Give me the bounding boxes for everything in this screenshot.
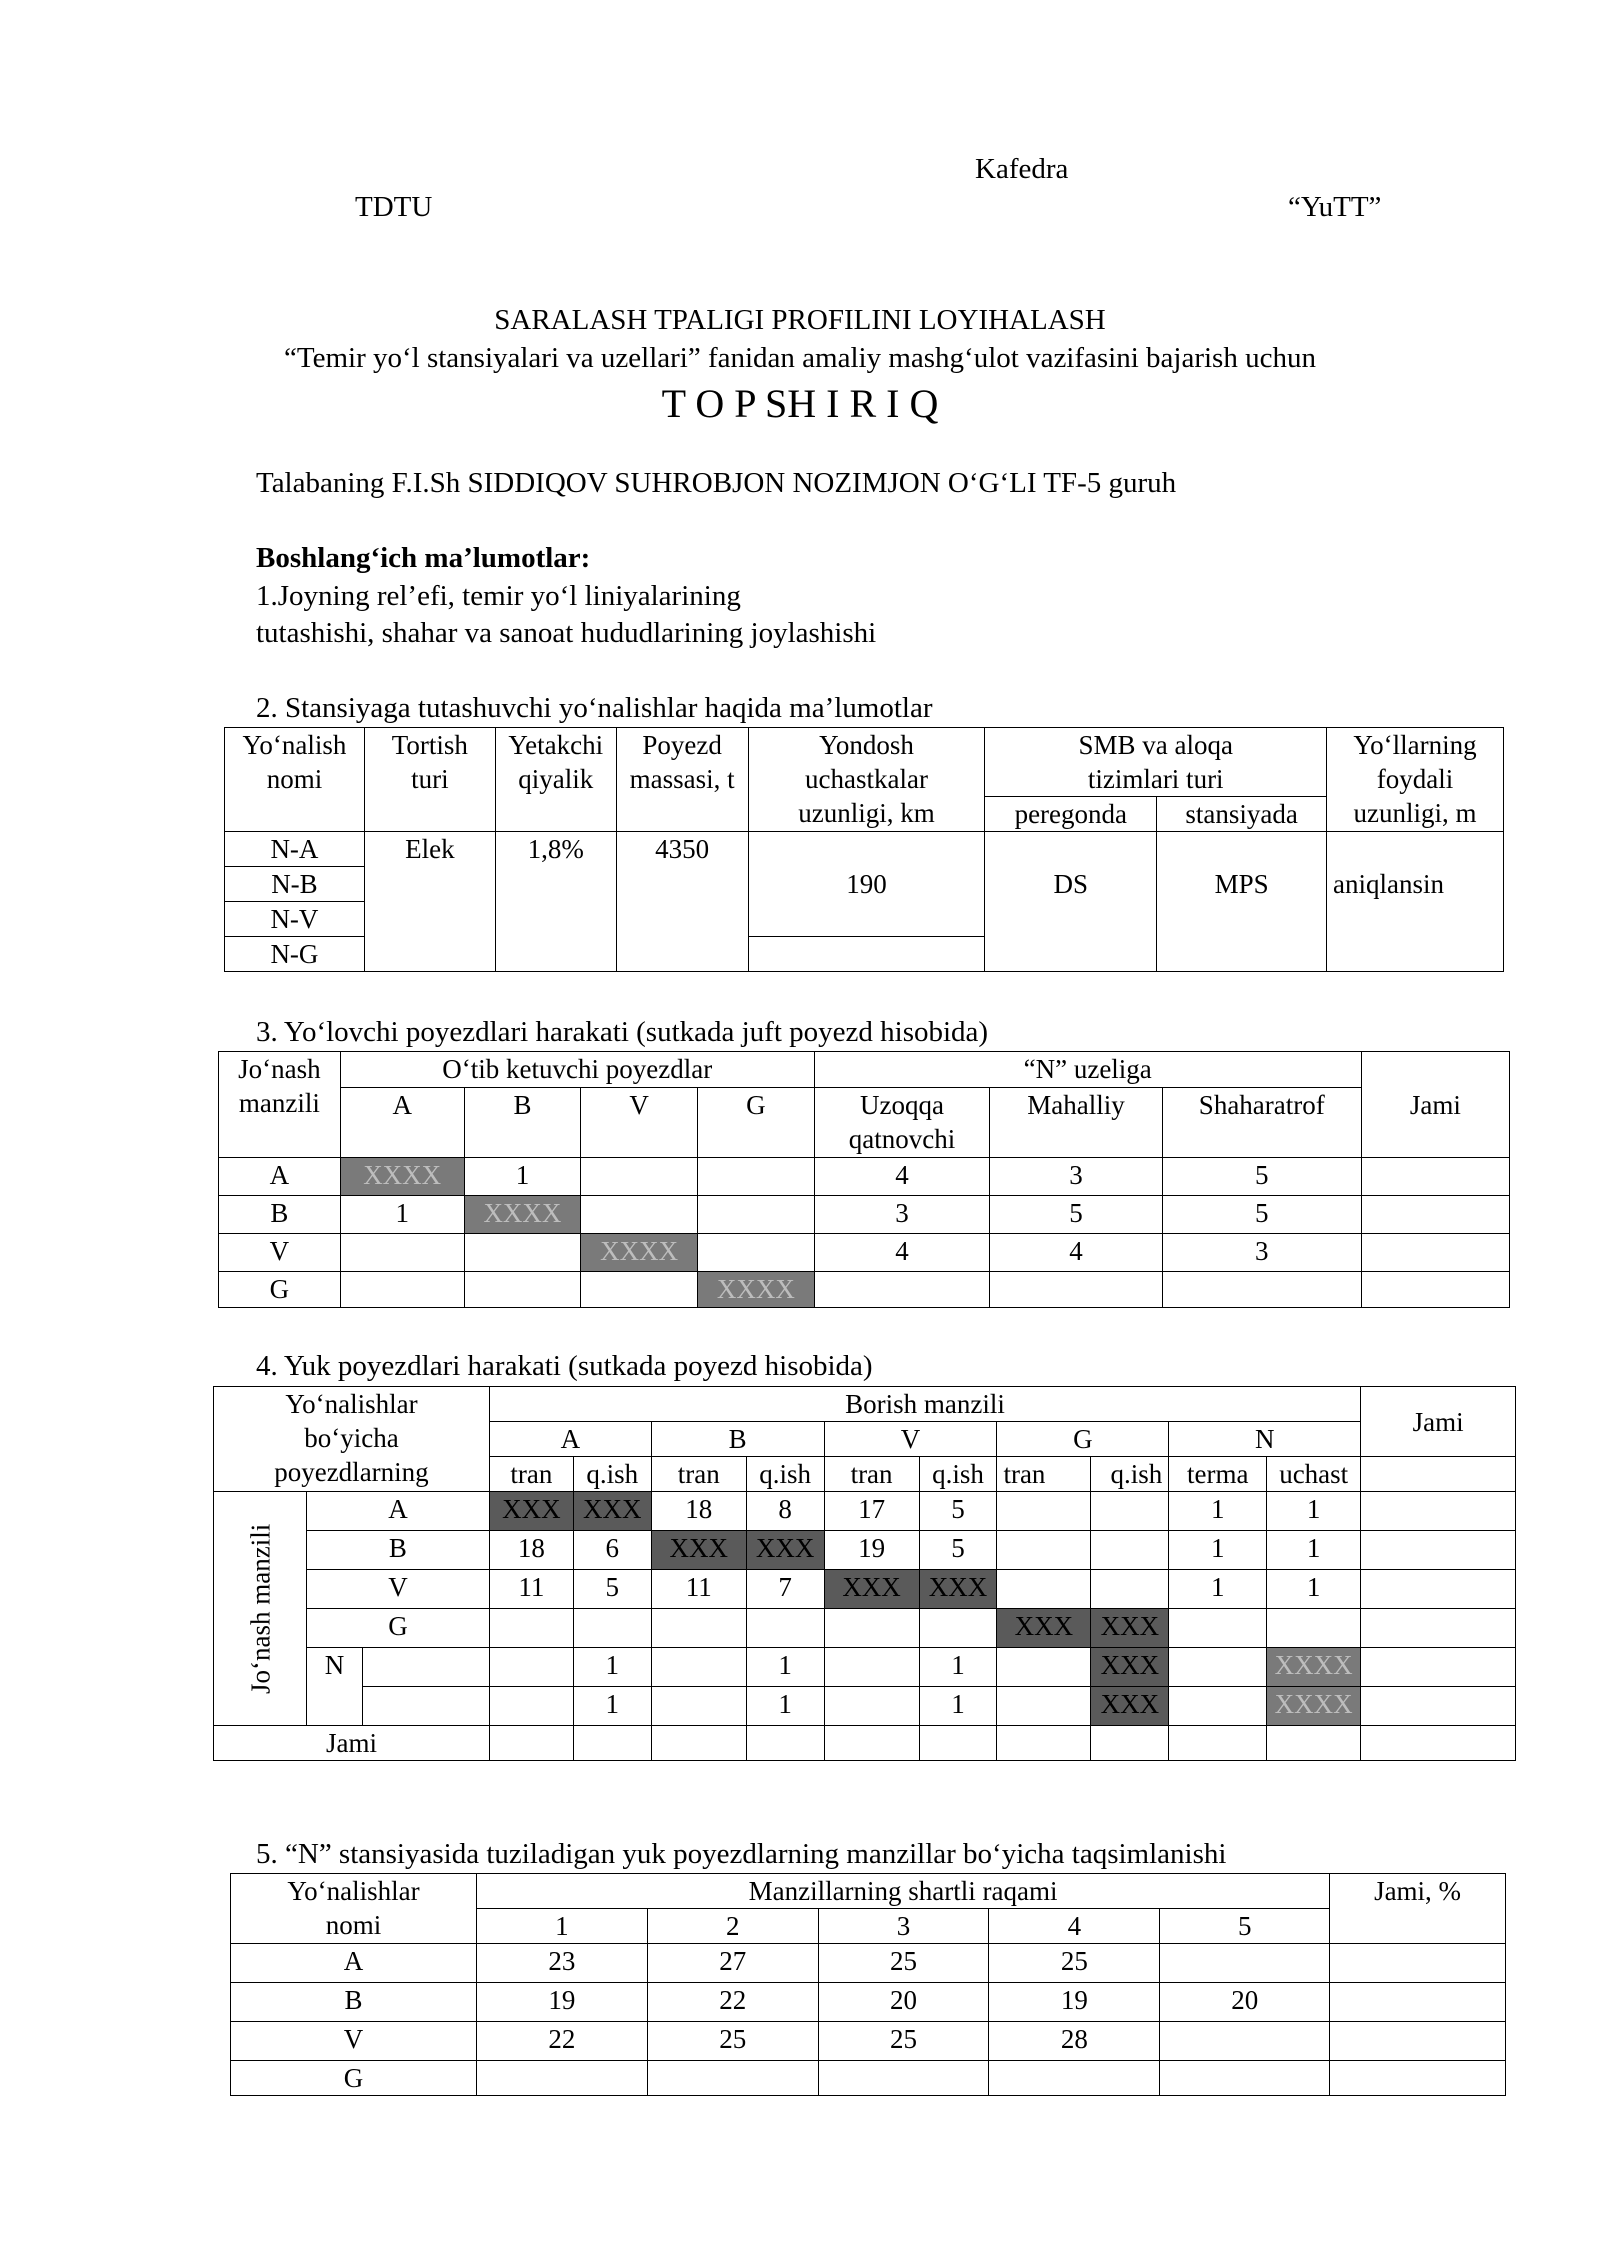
row-name: V <box>231 2022 477 2061</box>
row-name: B <box>306 1531 489 1570</box>
cell: 28 <box>989 2022 1160 2061</box>
total-cell <box>1361 1234 1509 1272</box>
total-cell <box>824 1726 919 1761</box>
cell: 4 <box>814 1234 990 1272</box>
mass-value: 4350 <box>616 832 748 972</box>
cell: 20 <box>1160 1983 1330 2022</box>
sub-terma: terma <box>1169 1457 1267 1492</box>
row-name: A <box>231 1944 477 1983</box>
header-total: Jami <box>1361 1052 1509 1158</box>
cell <box>1091 1531 1169 1570</box>
cell <box>746 1609 824 1648</box>
cell <box>573 1609 651 1648</box>
excluded-cell: XXX <box>1091 1648 1169 1687</box>
cell <box>489 1687 573 1726</box>
cell <box>919 1609 997 1648</box>
cell: 1 <box>464 1158 581 1196</box>
total-cell <box>1267 1726 1361 1761</box>
row-name: A <box>219 1158 341 1196</box>
header-departure: Jo‘nash manzili <box>219 1052 341 1158</box>
total-cell <box>919 1726 997 1761</box>
header-directions: Yo‘nalishlar bo‘yicha poyezdlarning <box>214 1387 490 1492</box>
total-cell <box>1330 1944 1506 1983</box>
excluded-cell: XXXX <box>581 1234 698 1272</box>
total-cell <box>1330 2061 1506 2096</box>
cell: 20 <box>818 1983 989 2022</box>
station-value: MPS <box>1157 832 1327 972</box>
cell: 17 <box>824 1492 919 1531</box>
cell <box>651 1687 746 1726</box>
cell <box>1267 1609 1361 1648</box>
cell <box>464 1272 581 1308</box>
side-departure-label: Jo‘nash manzili <box>214 1492 307 1726</box>
col-suburban: Shaharatrof <box>1162 1088 1361 1158</box>
cell <box>997 1648 1091 1687</box>
total-cell <box>1361 1531 1516 1570</box>
cell: 6 <box>573 1531 651 1570</box>
row-name: B <box>231 1983 477 2022</box>
empty-cell <box>748 937 985 972</box>
kafedra-label: Kafedra <box>975 153 1069 185</box>
cell <box>1169 1687 1267 1726</box>
row-name: G <box>306 1609 489 1648</box>
cell <box>651 1609 746 1648</box>
cell <box>1160 2061 1330 2096</box>
adjacent-length-value: 190 <box>748 832 985 937</box>
row-name: N-A <box>225 832 365 867</box>
group-a: A <box>489 1422 651 1457</box>
row-name: N-B <box>225 867 365 902</box>
peregon-value: DS <box>985 832 1157 972</box>
cell <box>990 1272 1163 1308</box>
cell <box>489 1609 573 1648</box>
table5-caption: 5. “N” stansiyasida tuziladigan yuk poyezdlarning manzillar bo‘yicha taqsimlanishi <box>256 1838 1227 1870</box>
sub-uchast: uchast <box>1267 1457 1361 1492</box>
cell <box>340 1272 464 1308</box>
cell <box>818 2061 989 2096</box>
cell: 25 <box>647 2022 818 2061</box>
col-3: 3 <box>818 1909 989 1944</box>
row-subname <box>362 1687 489 1726</box>
total-cell <box>746 1726 824 1761</box>
group-v: V <box>824 1422 997 1457</box>
initial-data-heading: Boshlang‘ich ma’lumotlar: <box>256 542 591 574</box>
useful-length-value: aniqlansin <box>1327 832 1504 972</box>
cell <box>647 2061 818 2096</box>
excluded-cell: XXXX <box>340 1158 464 1196</box>
table4-caption: 4. Yuk poyezdlari harakati (sutkada poyezd hisobida) <box>256 1350 873 1382</box>
sub-tran: tran <box>824 1457 919 1492</box>
header-ruling-grade: Yetakchi qiyalik <box>495 728 616 832</box>
total-cell <box>1361 1272 1509 1308</box>
group-g: G <box>997 1422 1169 1457</box>
cell: 1 <box>919 1687 997 1726</box>
cell: 25 <box>818 2022 989 2061</box>
header-adjacent-length: Yondosh uchastkalar uzunligi, km <box>748 728 985 832</box>
cell: 1 <box>573 1687 651 1726</box>
total-cell <box>1361 1158 1509 1196</box>
excluded-cell: XXX <box>919 1570 997 1609</box>
col-a: A <box>340 1088 464 1158</box>
excluded-cell: XXXX <box>698 1272 815 1308</box>
cell: 1 <box>1267 1492 1361 1531</box>
row-name: G <box>231 2061 477 2096</box>
cell <box>997 1570 1091 1609</box>
col-2: 2 <box>647 1909 818 1944</box>
cell: 3 <box>990 1158 1163 1196</box>
document-subtitle: “Temir yo‘l stansiyalari va uzellari” fanidan amaliy mashg‘ulot vazifasini bajarish uchun <box>284 342 1316 374</box>
cell: 5 <box>919 1531 997 1570</box>
header-traction: Tortish turi <box>364 728 495 832</box>
cell: 4 <box>990 1234 1163 1272</box>
cell: 19 <box>989 1983 1160 2022</box>
cell: 18 <box>651 1492 746 1531</box>
cell <box>489 1648 573 1687</box>
col-g: G <box>698 1088 815 1158</box>
total-cell <box>1361 1609 1516 1648</box>
cell: 11 <box>651 1570 746 1609</box>
cell <box>989 2061 1160 2096</box>
cell <box>824 1648 919 1687</box>
sub-tran: tran <box>997 1457 1091 1492</box>
excluded-cell: XXXX <box>1267 1648 1361 1687</box>
cell <box>824 1687 919 1726</box>
cell: 23 <box>476 1944 647 1983</box>
header-direction-name: Yo‘nalishlar nomi <box>231 1874 477 1944</box>
total-cell <box>1330 1983 1506 2022</box>
cell: 1 <box>1169 1531 1267 1570</box>
header-station: stansiyada <box>1157 797 1327 832</box>
cell <box>1091 1492 1169 1531</box>
group-n: N <box>1169 1422 1361 1457</box>
total-cell <box>1361 1687 1516 1726</box>
sub-qish: q.ish <box>1091 1457 1169 1492</box>
header-signalling: SMB va aloqa tizimlari turi <box>985 728 1327 797</box>
excluded-cell: XXXX <box>464 1196 581 1234</box>
cell: 3 <box>814 1196 990 1234</box>
excluded-cell: XXX <box>997 1609 1091 1648</box>
total-cell <box>1091 1726 1169 1761</box>
cell: 5 <box>573 1570 651 1609</box>
cell: 1 <box>746 1687 824 1726</box>
passenger-trains-table <box>218 1051 1510 1308</box>
total-cell <box>1361 1726 1516 1761</box>
excluded-cell: XXX <box>824 1570 919 1609</box>
header-direction-name: Yo‘nalish nomi <box>225 728 365 832</box>
directions-table <box>224 727 1504 972</box>
sub-qish: q.ish <box>919 1457 997 1492</box>
assignment-title: T O P SH I R I Q <box>661 381 939 426</box>
table3-caption: 3. Yo‘lovchi poyezdlari harakati (sutkada juft poyezd hisobida) <box>256 1016 989 1048</box>
cell: 25 <box>818 1944 989 1983</box>
total-cell <box>1330 2022 1506 2061</box>
cell <box>1169 1609 1267 1648</box>
total-cell <box>651 1726 746 1761</box>
total-cell <box>1361 1196 1509 1234</box>
row-name: G <box>219 1272 341 1308</box>
cell: 8 <box>746 1492 824 1531</box>
row-name: N-G <box>225 937 365 972</box>
cell: 5 <box>990 1196 1163 1234</box>
header-transit: O‘tib ketuvchi poyezdlar <box>340 1052 814 1088</box>
sub-qish: q.ish <box>746 1457 824 1492</box>
cell <box>997 1531 1091 1570</box>
cell <box>476 2061 647 2096</box>
excluded-cell: XXX <box>746 1531 824 1570</box>
initial-item-1b: tutashishi, shahar va sanoat hududlarining joylashishi <box>256 617 877 649</box>
cell: 19 <box>476 1983 647 2022</box>
cell <box>340 1234 464 1272</box>
department-label: “YuTT” <box>1288 191 1382 223</box>
cell <box>581 1196 698 1234</box>
excluded-cell: XXXX <box>1267 1687 1361 1726</box>
header-destination: Borish manzili <box>489 1387 1360 1422</box>
excluded-cell: XXX <box>1091 1687 1169 1726</box>
cell: 18 <box>489 1531 573 1570</box>
col-5: 5 <box>1160 1909 1330 1944</box>
grade-value: 1,8% <box>495 832 616 972</box>
row-name: B <box>219 1196 341 1234</box>
cell: 5 <box>1162 1158 1361 1196</box>
cell: 1 <box>919 1648 997 1687</box>
sub-tran: tran <box>489 1457 573 1492</box>
col-local: Mahalliy <box>990 1088 1163 1158</box>
excluded-cell: XXX <box>573 1492 651 1531</box>
col-1: 1 <box>476 1909 647 1944</box>
col-v: V <box>581 1088 698 1158</box>
cell: 4 <box>814 1158 990 1196</box>
cell: 25 <box>989 1944 1160 1983</box>
excluded-cell: XXX <box>651 1531 746 1570</box>
cell <box>581 1158 698 1196</box>
sub-tran: tran <box>651 1457 746 1492</box>
cell <box>1160 2022 1330 2061</box>
cell: 1 <box>340 1196 464 1234</box>
header-peregon: peregonda <box>985 797 1157 832</box>
cell <box>698 1196 815 1234</box>
document-title: SARALASH TPALIGI PROFILINI LOYIHALASH <box>494 304 1106 336</box>
cell <box>698 1234 815 1272</box>
group-b: B <box>651 1422 824 1457</box>
header-useful-length: Yo‘llarning foydali uzunligi, m <box>1327 728 1504 832</box>
col-4: 4 <box>989 1909 1160 1944</box>
total-cell <box>489 1726 573 1761</box>
initial-item-1a: 1.Joyning rel’efi, temir yo‘l liniyalarining <box>256 580 741 612</box>
cell: 1 <box>746 1648 824 1687</box>
sub-qish: q.ish <box>573 1457 651 1492</box>
total-cell <box>1361 1492 1516 1531</box>
excluded-cell: XXX <box>489 1492 573 1531</box>
total-row-label: Jami <box>214 1726 490 1761</box>
cell: 22 <box>647 1983 818 2022</box>
total-cell <box>997 1726 1091 1761</box>
header-train-mass: Poyezd massasi, t <box>616 728 748 832</box>
cell: 11 <box>489 1570 573 1609</box>
table2-caption: 2. Stansiyaga tutashuvchi yo‘nalishlar haqida ma’lumotlar <box>256 692 933 724</box>
student-info: Talabaning F.I.Sh SIDDIQOV SUHROBJON NOZIMJON O‘G‘LI TF-5 guruh <box>256 467 1177 499</box>
cell: 5 <box>919 1492 997 1531</box>
header-total-percent: Jami, % <box>1330 1874 1506 1944</box>
cell: 1 <box>1267 1570 1361 1609</box>
cell <box>1091 1570 1169 1609</box>
cell: 1 <box>1267 1531 1361 1570</box>
row-name-n: N <box>306 1648 362 1726</box>
header-to-n: “N” uzeliga <box>814 1052 1361 1088</box>
total-cell <box>1361 1457 1516 1492</box>
cell: 19 <box>824 1531 919 1570</box>
cell: 1 <box>1169 1570 1267 1609</box>
total-cell <box>1361 1648 1516 1687</box>
row-name: N-V <box>225 902 365 937</box>
total-cell <box>573 1726 651 1761</box>
cell <box>997 1492 1091 1531</box>
cell <box>698 1158 815 1196</box>
row-name: A <box>306 1492 489 1531</box>
cell: 1 <box>1169 1492 1267 1531</box>
col-b: B <box>464 1088 581 1158</box>
cell <box>464 1234 581 1272</box>
university-label: TDTU <box>355 191 433 223</box>
cell <box>581 1272 698 1308</box>
cell: 3 <box>1162 1234 1361 1272</box>
total-cell <box>1169 1726 1267 1761</box>
cell: 22 <box>476 2022 647 2061</box>
col-long-distance: Uzoqqa qatnovchi <box>814 1088 990 1158</box>
cell: 1 <box>573 1648 651 1687</box>
header-destinations: Manzillarning shartli raqami <box>476 1874 1329 1909</box>
cell <box>1169 1648 1267 1687</box>
cell <box>824 1609 919 1648</box>
cell: 5 <box>1162 1196 1361 1234</box>
freight-trains-table <box>213 1386 1516 1761</box>
cell <box>651 1648 746 1687</box>
row-name: V <box>219 1234 341 1272</box>
cell <box>814 1272 990 1308</box>
cell: 27 <box>647 1944 818 1983</box>
cell <box>1160 1944 1330 1983</box>
cell <box>997 1687 1091 1726</box>
cell: 7 <box>746 1570 824 1609</box>
distribution-table <box>230 1873 1506 2096</box>
row-subname <box>362 1648 489 1687</box>
cell <box>1162 1272 1361 1308</box>
row-name: V <box>306 1570 489 1609</box>
traction-value: Elek <box>364 832 495 972</box>
header-total: Jami <box>1361 1387 1516 1457</box>
excluded-cell: XXX <box>1091 1609 1169 1648</box>
total-cell <box>1361 1570 1516 1609</box>
